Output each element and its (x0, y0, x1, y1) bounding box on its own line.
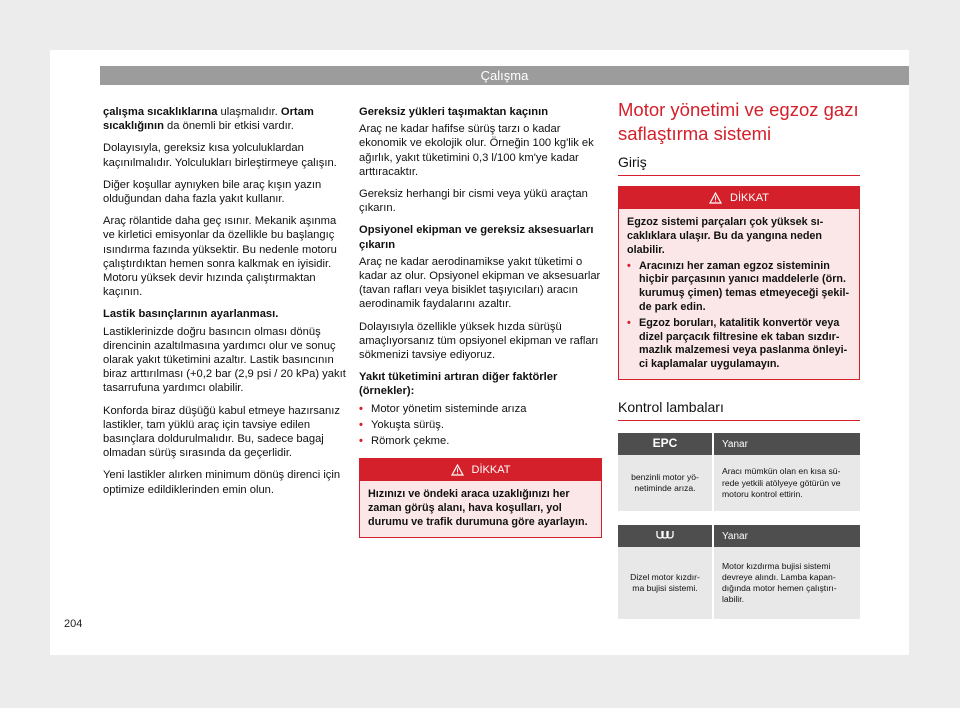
text: ulaşmalıdır. (217, 106, 281, 118)
warning-triangle-icon (709, 192, 722, 204)
warning-box (359, 458, 602, 537)
bullet-icon: • (627, 259, 631, 272)
subsection-warning-lamps: Kontrol lambaları (618, 400, 860, 421)
bold-text: çalışma sıcaklıklarına (103, 106, 218, 118)
lamp-condition: Dizel motor kızdırma bujisi sistemi. (618, 547, 713, 619)
paragraph: Araç ne kadar aerodinamikse yakıt tüketimi o kadar az olur. Opsiyonel ekipman ve aksesuarlar (tavan rafları veya bisiklet taşıyıcıları) aracın aerodinamik faydalarını azaltır. (359, 255, 601, 311)
list-item-text: Römork çekme. (371, 435, 450, 448)
bullet-icon: • (359, 402, 363, 415)
paragraph (103, 105, 346, 133)
lamp-icon-cell (618, 433, 713, 455)
paragraph: Araç rölantide daha geç ısınır. Mekanik aşınma ve kirletici emisyonlar da özellikle bu başlangıç ısındırma fazında yüksektir. Bu nedenle motoru çalıştırdıktan hemen sonra kalkmak en iyisidir. Motoru yüksek devir hızında çalıştırmaktan kaçının. (103, 215, 337, 299)
paragraph: Dolayısıyla özellikle yüksek hızda sürüşü amaçlıyorsanız tüm opsiyonel ekipman ve rafları sökmenizi tavsiye ediyoruz. (359, 320, 599, 362)
paragraph: Yeni lastikler alırken minimum dönüş direnci için optimize edildiklerinden emin olun. (103, 469, 341, 496)
warning-body (619, 209, 859, 379)
lamp-condition: benzinli motor yönetiminde arıza. (618, 455, 713, 511)
list-item (359, 434, 602, 448)
lamp-action: Motor kızdırma bujisi sistemi devreye alındı. Lamba kapandığında motor hemen çalıştırılabilir. (713, 547, 860, 619)
svg-text:EPC: EPC (652, 436, 678, 450)
paragraph: Gereksiz herhangi bir cismi veya yükü araçtan çıkarın. (359, 188, 588, 215)
text: da önemli bir etkisi vardır. (163, 120, 294, 133)
page (50, 50, 909, 655)
heading-loads: Gereksiz yükleri taşımaktan kaçının (359, 106, 549, 118)
list-item (359, 402, 602, 416)
lamp-table-glow-plug (618, 525, 860, 619)
bullet-icon: • (359, 435, 363, 448)
list-item-text: Yokuşta sürüş. (371, 418, 444, 431)
list-item-text: Egzoz boruları, katalitik konvertör veya dizel parçacık filtresine ek taban sızdırmazlık malzemesi veya paslanma önleyici kaplamalar uygulamayın. (639, 316, 848, 371)
page-header: Çalışma (100, 66, 909, 85)
lamp-status-header: Yanar (713, 433, 860, 455)
epc-icon (652, 436, 678, 449)
glow-plug-icon (655, 530, 675, 540)
bullet-icon: • (627, 316, 631, 329)
list-item-text: Aracınızı her zaman egzoz sisteminin hiçbir parçasının yanıcı maddelerle (örn. kurumuş çimen) temas etmeyeceği şekilde park edin. (639, 259, 850, 313)
list-item (627, 260, 851, 315)
warning-header (360, 459, 601, 481)
warning-title: DİKKAT (730, 192, 769, 205)
warning-triangle-icon (451, 464, 464, 476)
warning-title: DİKKAT (471, 464, 511, 477)
warning-header (619, 187, 859, 209)
paragraph: Araç ne kadar hafifse sürüş tarzı o kadar ekonomik ve ekolojik olur. Örneğin 100 kg'lik ek ağırlık, yakıt tüketimini 0,3 l/100 km'ye kadar arttıracaktır. (359, 123, 594, 178)
bold-text: Ortam sıcaklığının (103, 106, 314, 133)
warning-text: Egzoz sistemi parçaları çok yüksek sıcaklıklara ulaşır. Bu da yangına neden olabilir. (627, 216, 824, 256)
column-2 (359, 105, 602, 538)
list-item (359, 418, 602, 432)
warning-box (618, 186, 860, 380)
lamp-icon-cell (618, 525, 713, 547)
bullet-icon: • (359, 418, 363, 431)
list-item-text: Motor yönetim sisteminde arıza (371, 402, 527, 415)
paragraph: Konforda biraz düşüğü kabul etmeye hazırsanız lastikler, tam yüklü araç için tavsiye edilen basınçlara doldurulmalıdır. Bu, sadece bagaj olmadan sürüş sırasında da geçerlidir. (103, 404, 340, 460)
paragraph: Lastiklerinizde doğru basıncın olması dönüş direncinin azaltılmasına yardımcı olur ve sonuç olarak yakıt tüketimini azaltır. Lastik basıncının biraz arttırılması (+0,2 bar (2,9 psi / 20 kPa) yakıt tasarrufuna yardımcı olabilir. (103, 325, 346, 395)
section-title: Motor yönetimi ve egzoz gazı saflaştırma sistemi (618, 99, 859, 144)
page-number: 204 (64, 618, 83, 630)
lamp-status-header: Yanar (713, 525, 860, 547)
heading-tyre-pressure: Lastik basınçlarının ayarlanması. (103, 308, 279, 321)
lamp-table-epc (618, 433, 860, 511)
heading-factors: Yakıt tüketimini artıran diğer faktörler (örnekler): (359, 371, 558, 398)
warning-text: Hızınızı ve öndeki araca uzaklığınızı her zaman görüş alanı, hava koşulları, yol durumu ve trafik durumuna göre ayarlayın. (368, 488, 588, 528)
column-3 (618, 98, 860, 619)
paragraph: Dolayısıyla, gereksiz kısa yolculuklardan kaçınılmalıdır. Yolculukları birleştirmeye çalışın. (103, 142, 337, 169)
heading-accessories: Opsiyonel ekipman ve gereksiz aksesuarları çıkarın (359, 224, 594, 251)
list-item (627, 317, 851, 372)
subsection-intro: Giriş (618, 155, 860, 176)
column-1 (103, 105, 346, 505)
lamp-action: Aracı mümkün olan en kısa sürede yetkili atölyeye götürün ve motoru kontrol ettirin. (713, 455, 860, 511)
warning-body (360, 481, 601, 536)
paragraph: Diğer koşullar aynıyken bile araç kışın yazın olduğundan daha fazla yakıt kullanır. (103, 178, 322, 206)
